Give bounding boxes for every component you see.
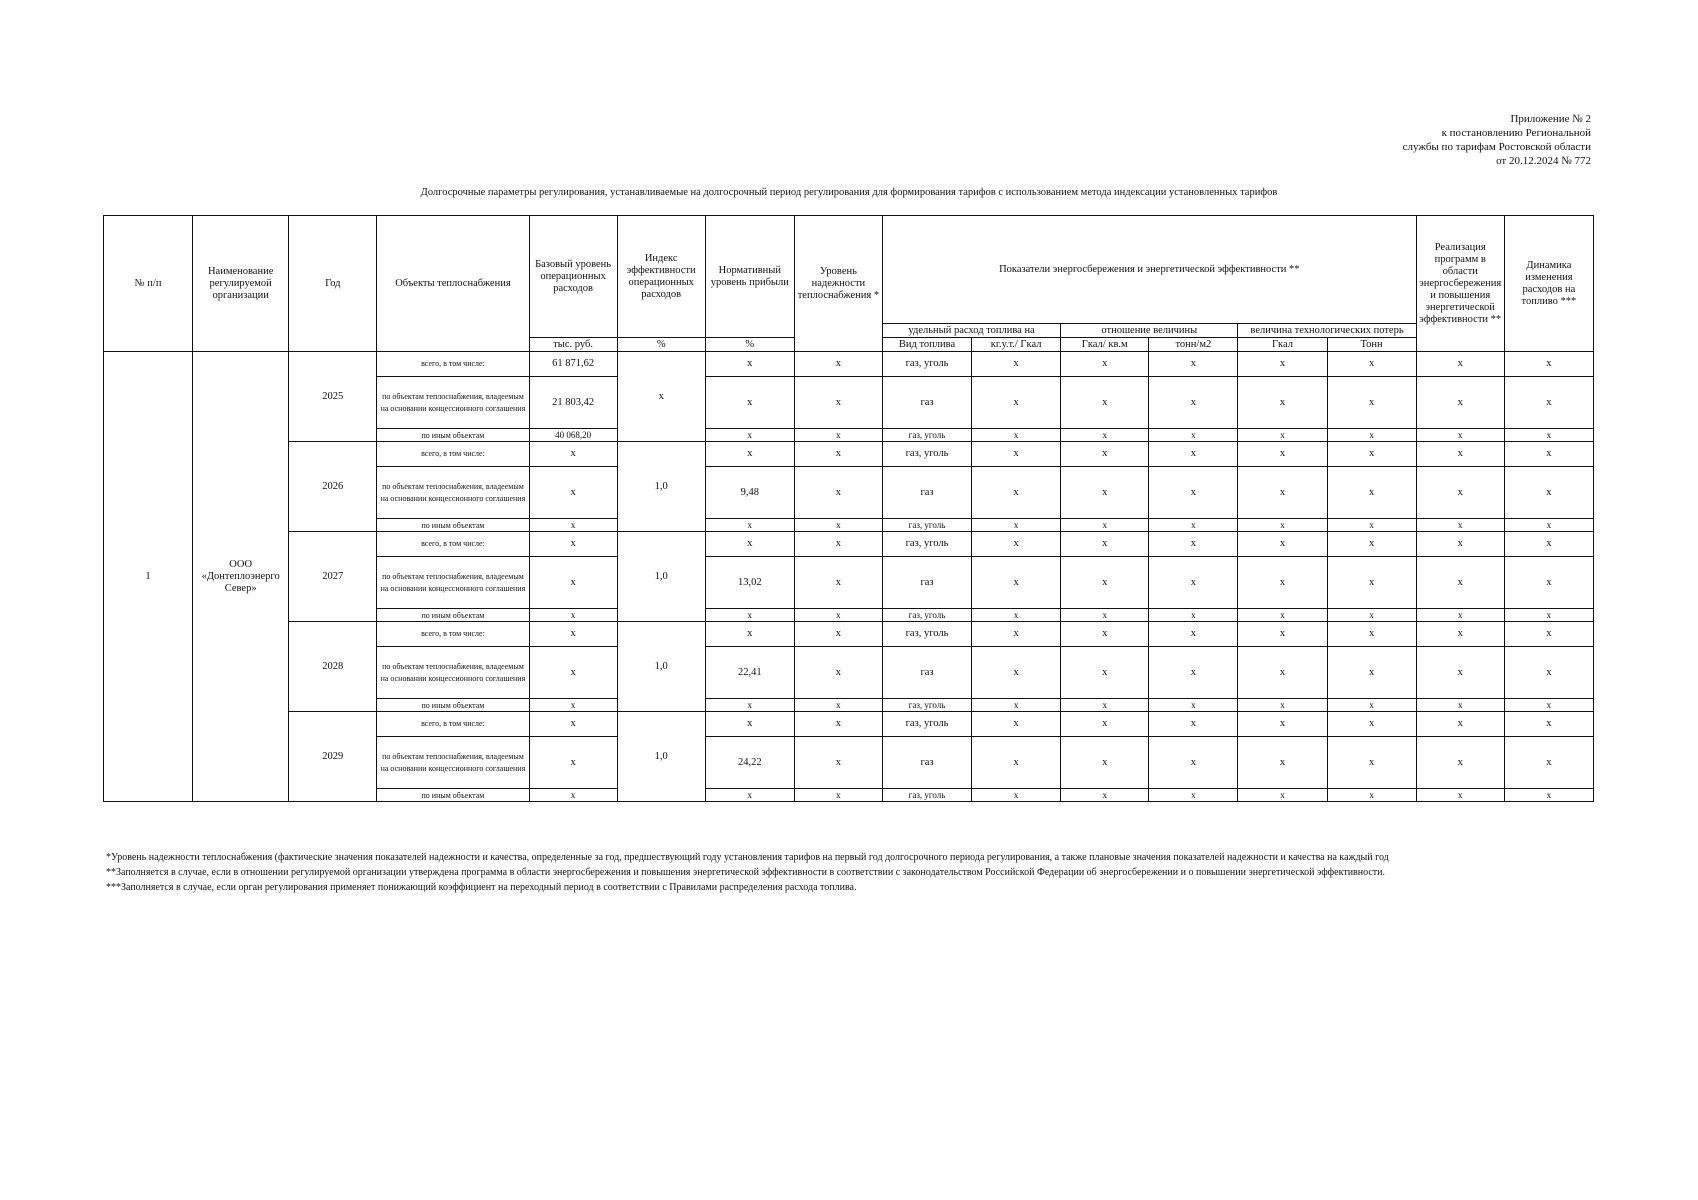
ratio-2-cell: х (1149, 647, 1238, 699)
fuel-rate-cell: х (972, 622, 1061, 647)
base-level-cell: х (529, 557, 617, 609)
object-type-cell: всего, в том числе: (377, 622, 529, 647)
appendix-header (1403, 112, 1591, 168)
fuel-rate-cell: х (972, 699, 1061, 712)
ratio-2-cell: х (1149, 699, 1238, 712)
loss-2-cell: х (1327, 532, 1416, 557)
year-cell: 2029 (289, 712, 377, 802)
ratio-2-cell: х (1149, 532, 1238, 557)
appendix-line: к постановлению Региональной (1441, 127, 1591, 139)
reliability-cell: х (794, 622, 882, 647)
base-level-cell: х (529, 532, 617, 557)
unit-profit: % (705, 338, 794, 352)
year-cell: 2027 (289, 532, 377, 622)
fuel-type-cell: газ, уголь (882, 429, 971, 442)
object-type-cell: по иным объектам (377, 699, 529, 712)
fuel-dynamics-cell: х (1504, 609, 1593, 622)
loss-2-cell: х (1327, 737, 1416, 789)
base-level-cell: х (529, 467, 617, 519)
loss-1-cell: х (1238, 737, 1327, 789)
table-row (104, 712, 1594, 737)
programs-cell: х (1416, 699, 1504, 712)
profit-level-cell: х (705, 789, 794, 802)
org-name-cell: ООО «Донтеплоэнерго Север» (193, 352, 289, 802)
base-level-cell: х (529, 519, 617, 532)
fuel-rate-cell: х (972, 442, 1061, 467)
programs-cell: х (1416, 712, 1504, 737)
fuel-rate-cell: х (972, 712, 1061, 737)
reliability-cell: х (794, 712, 882, 737)
efficiency-index-cell: 1,0 (617, 712, 705, 802)
header-efficiency-index: Индекс эффективности операционных расходов (617, 216, 705, 338)
programs-cell: х (1416, 737, 1504, 789)
efficiency-index-cell: 1,0 (617, 442, 705, 532)
base-level-cell: 40 068,20 (529, 429, 617, 442)
fuel-type-cell: газ (882, 377, 971, 429)
loss-1-cell: х (1238, 442, 1327, 467)
footnote: *Уровень надежности теплоснабжения (фактические значения показателей надежности и качества, определенные за год, предшествующий году установления тарифов на первый год долгосрочного периода регулирования, а также плановые значения показателей надежности и качества на каждый год (106, 852, 1389, 863)
reliability-cell: х (794, 377, 882, 429)
ratio-1-cell: х (1061, 352, 1149, 377)
reliability-cell: х (794, 352, 882, 377)
fuel-dynamics-cell: х (1504, 519, 1593, 532)
loss-2-cell: х (1327, 442, 1416, 467)
ratio-2-cell: х (1149, 622, 1238, 647)
parameters-table (103, 215, 1594, 802)
ratio-2-cell: х (1149, 737, 1238, 789)
base-level-cell: х (529, 609, 617, 622)
base-level-cell: х (529, 712, 617, 737)
fuel-type-cell: газ (882, 467, 971, 519)
object-type-cell: всего, в том числе: (377, 532, 529, 557)
header-energy-indicators: Показатели энергосбережения и энергетической эффективности ** (882, 216, 1416, 324)
ratio-2-cell: х (1149, 429, 1238, 442)
efficiency-index-cell: 1,0 (617, 622, 705, 712)
header-reliability: Уровень надежности теплоснабжения * (794, 216, 882, 352)
ratio-2-cell: х (1149, 467, 1238, 519)
fuel-type-cell: газ, уголь (882, 789, 971, 802)
ratio-2-cell: х (1149, 609, 1238, 622)
ratio-2-cell: х (1149, 712, 1238, 737)
fuel-dynamics-cell: х (1504, 699, 1593, 712)
programs-cell: х (1416, 442, 1504, 467)
ratio-2-cell: х (1149, 519, 1238, 532)
programs-cell: х (1416, 647, 1504, 699)
fuel-rate-cell: х (972, 609, 1061, 622)
object-type-cell: по иным объектам (377, 609, 529, 622)
ratio-1-cell: х (1061, 712, 1149, 737)
fuel-type-cell: газ, уголь (882, 712, 971, 737)
footnotes (106, 850, 1389, 895)
programs-cell: х (1416, 519, 1504, 532)
ratio-1-cell: х (1061, 699, 1149, 712)
base-level-cell: х (529, 647, 617, 699)
ratio-1-cell: х (1061, 737, 1149, 789)
profit-level-cell: х (705, 519, 794, 532)
programs-cell: х (1416, 429, 1504, 442)
footnote: ***Заполняется в случае, если орган регулирования применяет понижающий коэффициент на переходный период в соответствии с Правилами распределения расхода топлива. (106, 882, 857, 893)
fuel-type-cell: газ, уголь (882, 532, 971, 557)
loss-1-cell: х (1238, 609, 1327, 622)
header-ratio-group: отношение величины (1061, 324, 1238, 338)
profit-level-cell: 9,48 (705, 467, 794, 519)
object-type-cell: по иным объектам (377, 429, 529, 442)
programs-cell: х (1416, 622, 1504, 647)
reliability-cell: х (794, 699, 882, 712)
fuel-dynamics-cell: х (1504, 467, 1593, 519)
loss-1-cell: х (1238, 532, 1327, 557)
object-type-cell: по объектам теплоснабжения, владеемым на основании концессионного соглашения (377, 557, 529, 609)
loss-2-cell: х (1327, 622, 1416, 647)
year-cell: 2028 (289, 622, 377, 712)
loss-1-cell: х (1238, 377, 1327, 429)
ratio-1-cell: х (1061, 532, 1149, 557)
appendix-line: Приложение № 2 (1510, 113, 1591, 125)
fuel-type-cell: газ (882, 557, 971, 609)
header-year: Год (289, 216, 377, 352)
object-type-cell: всего, в том числе: (377, 712, 529, 737)
ratio-1-cell: х (1061, 622, 1149, 647)
fuel-rate-cell: х (972, 737, 1061, 789)
header-num: № п/п (104, 216, 193, 352)
loss-2-cell: х (1327, 712, 1416, 737)
loss-2-cell: х (1327, 699, 1416, 712)
ratio-1-cell: х (1061, 377, 1149, 429)
fuel-dynamics-cell: х (1504, 622, 1593, 647)
fuel-dynamics-cell: х (1504, 557, 1593, 609)
reliability-cell: х (794, 647, 882, 699)
ratio-1-cell: х (1061, 467, 1149, 519)
table-row (104, 622, 1594, 647)
header-loss-group: величина технологических потерь (1238, 324, 1416, 338)
profit-level-cell: х (705, 532, 794, 557)
fuel-rate-cell: х (972, 352, 1061, 377)
object-type-cell: по иным объектам (377, 789, 529, 802)
fuel-rate-cell: х (972, 467, 1061, 519)
base-level-cell: 21 803,42 (529, 377, 617, 429)
fuel-rate-cell: х (972, 519, 1061, 532)
programs-cell: х (1416, 377, 1504, 429)
footnote: **Заполняется в случае, если в отношении регулируемой организации утверждена программа в области энергосбережения и повышения энергетической эффективности в соответствии с законодательством Российской Федерации об энергосбережении и о повышении энергетической эффективности. (106, 867, 1386, 878)
reliability-cell: х (794, 557, 882, 609)
programs-cell: х (1416, 789, 1504, 802)
loss-1-cell: х (1238, 712, 1327, 737)
fuel-rate-cell: х (972, 557, 1061, 609)
header-profit-level: Нормативный уровень прибыли (705, 216, 794, 338)
loss-2-cell: х (1327, 789, 1416, 802)
loss-2-cell: х (1327, 429, 1416, 442)
fuel-rate-cell: х (972, 647, 1061, 699)
document-title: Долгосрочные параметры регулирования, устанавливаемые на долгосрочный период регулирования для формирования тарифов с использованием метода индексации установленных тарифов (420, 187, 1278, 198)
profit-level-cell: 22,41 (705, 647, 794, 699)
profit-level-cell: х (705, 442, 794, 467)
fuel-type-cell: газ, уголь (882, 442, 971, 467)
header-fuel-group: удельный расход топлива на (882, 324, 1060, 338)
base-level-cell: х (529, 789, 617, 802)
fuel-type-cell: газ, уголь (882, 352, 971, 377)
profit-level-cell: х (705, 429, 794, 442)
fuel-rate-cell: х (972, 789, 1061, 802)
fuel-type-cell: газ (882, 737, 971, 789)
ratio-1-cell: х (1061, 557, 1149, 609)
ratio-1-cell: х (1061, 442, 1149, 467)
efficiency-index-cell: х (617, 352, 705, 442)
year-cell: 2025 (289, 352, 377, 442)
appendix-line: службы по тарифам Ростовской области (1402, 141, 1591, 153)
fuel-rate-cell: х (972, 532, 1061, 557)
loss-1-cell: х (1238, 699, 1327, 712)
programs-cell: х (1416, 352, 1504, 377)
profit-level-cell: 24,22 (705, 737, 794, 789)
object-type-cell: всего, в том числе: (377, 352, 529, 377)
fuel-type-cell: газ, уголь (882, 622, 971, 647)
header-org: Наименование регулируемой организации (193, 216, 289, 352)
reliability-cell: х (794, 789, 882, 802)
loss-2-cell: х (1327, 377, 1416, 429)
table-row (104, 442, 1594, 467)
ratio-1-cell: х (1061, 647, 1149, 699)
fuel-rate-cell: х (972, 377, 1061, 429)
unit-fuel-rate: кг.у.т./ Гкал (972, 338, 1061, 352)
object-type-cell: по объектам теплоснабжения, владеемым на основании концессионного соглашения (377, 737, 529, 789)
header-base-level: Базовый уровень операционных расходов (529, 216, 617, 338)
ratio-2-cell: х (1149, 352, 1238, 377)
loss-1-cell: х (1238, 352, 1327, 377)
base-level-cell: х (529, 442, 617, 467)
profit-level-cell: х (705, 352, 794, 377)
unit-ratio-2: тонн/м2 (1149, 338, 1238, 352)
reliability-cell: х (794, 737, 882, 789)
reliability-cell: х (794, 519, 882, 532)
fuel-type-cell: газ (882, 647, 971, 699)
fuel-dynamics-cell: х (1504, 647, 1593, 699)
ratio-2-cell: х (1149, 557, 1238, 609)
loss-1-cell: х (1238, 519, 1327, 532)
ratio-1-cell: х (1061, 429, 1149, 442)
table-row (104, 352, 1594, 377)
programs-cell: х (1416, 557, 1504, 609)
ratio-2-cell: х (1149, 442, 1238, 467)
loss-1-cell: х (1238, 622, 1327, 647)
table-row (104, 532, 1594, 557)
unit-fuel-type: Вид топлива (882, 338, 971, 352)
loss-1-cell: х (1238, 789, 1327, 802)
ratio-1-cell: х (1061, 609, 1149, 622)
fuel-dynamics-cell: х (1504, 737, 1593, 789)
header-objects: Объекты теплоснабжения (377, 216, 529, 352)
programs-cell: х (1416, 609, 1504, 622)
year-cell: 2026 (289, 442, 377, 532)
profit-level-cell: х (705, 699, 794, 712)
ratio-1-cell: х (1061, 519, 1149, 532)
unit-loss-1: Гкал (1238, 338, 1327, 352)
ratio-2-cell: х (1149, 377, 1238, 429)
base-level-cell: х (529, 699, 617, 712)
object-type-cell: по объектам теплоснабжения, владеемым на основании концессионного соглашения (377, 647, 529, 699)
profit-level-cell: х (705, 622, 794, 647)
fuel-type-cell: газ, уголь (882, 519, 971, 532)
fuel-dynamics-cell: х (1504, 352, 1593, 377)
reliability-cell: х (794, 429, 882, 442)
profit-level-cell: х (705, 712, 794, 737)
fuel-type-cell: газ, уголь (882, 699, 971, 712)
loss-2-cell: х (1327, 467, 1416, 519)
ratio-2-cell: х (1149, 789, 1238, 802)
base-level-cell: х (529, 622, 617, 647)
unit-ratio-1: Гкал/ кв.м (1061, 338, 1149, 352)
fuel-dynamics-cell: х (1504, 789, 1593, 802)
loss-2-cell: х (1327, 352, 1416, 377)
loss-2-cell: х (1327, 647, 1416, 699)
object-type-cell: всего, в том числе: (377, 442, 529, 467)
unit-loss-2: Тонн (1327, 338, 1416, 352)
reliability-cell: х (794, 442, 882, 467)
base-level-cell: х (529, 737, 617, 789)
reliability-cell: х (794, 609, 882, 622)
loss-2-cell: х (1327, 609, 1416, 622)
loss-1-cell: х (1238, 429, 1327, 442)
loss-2-cell: х (1327, 557, 1416, 609)
profit-level-cell: х (705, 609, 794, 622)
unit-index: % (617, 338, 705, 352)
loss-1-cell: х (1238, 557, 1327, 609)
fuel-dynamics-cell: х (1504, 377, 1593, 429)
loss-1-cell: х (1238, 467, 1327, 519)
fuel-type-cell: газ, уголь (882, 609, 971, 622)
fuel-dynamics-cell: х (1504, 532, 1593, 557)
efficiency-index-cell: 1,0 (617, 532, 705, 622)
reliability-cell: х (794, 532, 882, 557)
base-level-cell: 61 871,62 (529, 352, 617, 377)
header-programs: Реализация программ в области энергосбережения и повышения энергетической эффективности ** (1416, 216, 1504, 352)
object-type-cell: по объектам теплоснабжения, владеемым на основании концессионного соглашения (377, 377, 529, 429)
profit-level-cell: х (705, 377, 794, 429)
appendix-line: от 20.12.2024 № 772 (1496, 155, 1591, 167)
loss-1-cell: х (1238, 647, 1327, 699)
loss-2-cell: х (1327, 519, 1416, 532)
org-num-cell: 1 (104, 352, 193, 802)
fuel-dynamics-cell: х (1504, 712, 1593, 737)
programs-cell: х (1416, 532, 1504, 557)
ratio-1-cell: х (1061, 789, 1149, 802)
unit-base: тыс. руб. (529, 338, 617, 352)
profit-level-cell: 13,02 (705, 557, 794, 609)
fuel-rate-cell: х (972, 429, 1061, 442)
header-row (104, 216, 1594, 324)
programs-cell: х (1416, 467, 1504, 519)
fuel-dynamics-cell: х (1504, 429, 1593, 442)
reliability-cell: х (794, 467, 882, 519)
object-type-cell: по объектам теплоснабжения, владеемым на основании концессионного соглашения (377, 467, 529, 519)
fuel-dynamics-cell: х (1504, 442, 1593, 467)
object-type-cell: по иным объектам (377, 519, 529, 532)
header-fuel-dynamics: Динамика изменения расходов на топливо *** (1504, 216, 1593, 352)
